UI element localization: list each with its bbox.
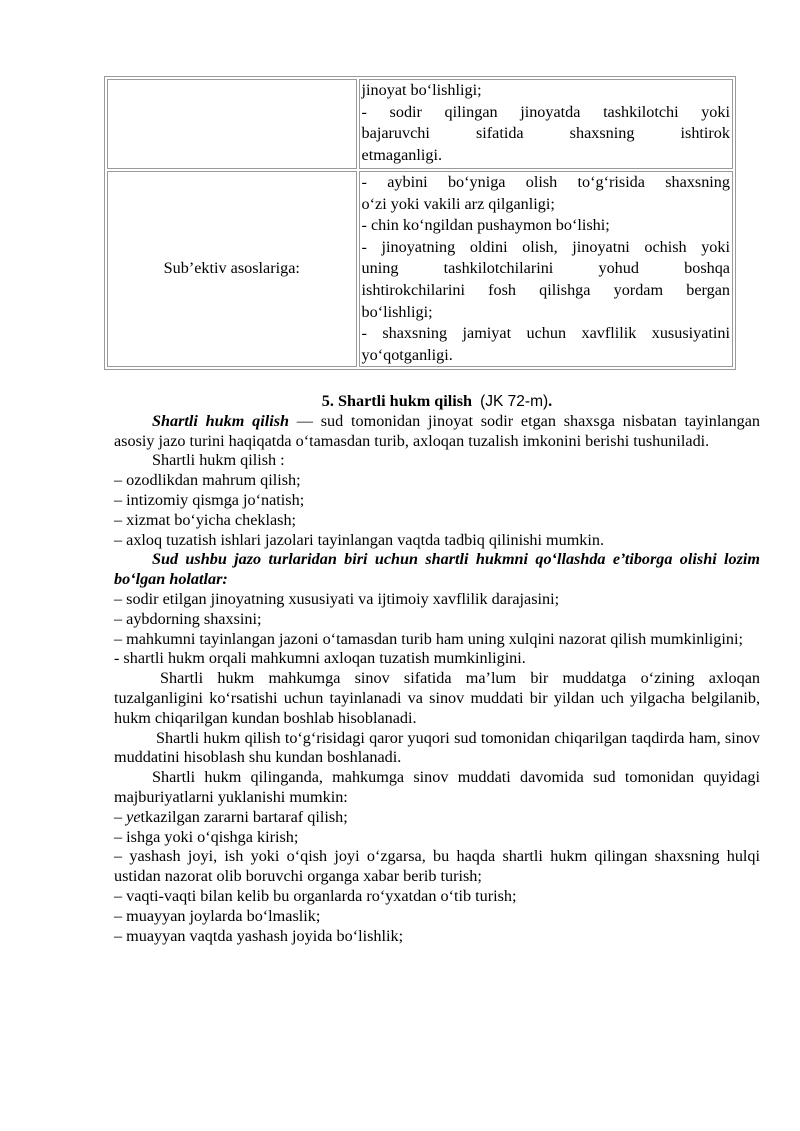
court-considerations-heading: Sud ushbu jazo turlaridan biri uchun shartli hukmni qo‘llashda e’tiborga olishi lozim bo‘lgan holatlar: — [114, 550, 760, 589]
cell-line: jinoyat bo‘lishligi; — [361, 81, 482, 99]
probation-paragraph: Shartli hukm mahkumga sinov sifatida ma’lum bir muddatga o‘zining axloqan tuzalganligini ko‘rsatishi uchun tayinlanadi va sinov muddati bir yildan uch yilgacha belgilanib, hukm chiqarilgan kundan boshlab hisoblanadi. — [114, 669, 760, 727]
section-heading — [114, 392, 760, 412]
cell-line: o‘zi yoki vakili arz qilganligi; — [361, 194, 555, 213]
list-item: – intizomiy qismga jo‘natish; — [114, 490, 305, 509]
heading-period: . — [548, 392, 553, 410]
list-item: – ishga yoki o‘qishga kirish; — [114, 827, 299, 846]
list-item: – yashash joyi, ish yoki o‘qish joyi o‘zgarsa, bu haqda shartli hukm qilingan shaxsning hulqi ustidan nazorat olib boruvchi organga xabar berib turish; — [114, 847, 760, 886]
higher-court-paragraph: Shartli hukm qilish to‘g‘risidagi qaror yuqori sud tomonidan chiqarilgan taqdirda ham, sinov muddatini hisoblash shu kundan boshlanadi. — [114, 728, 760, 767]
definition-paragraph — [114, 412, 760, 452]
list-item: - shartli hukm orqali mahkumni axloqan tuzatish mumkinligini. — [114, 649, 526, 668]
list-item-rest: tkazilgan zararni bartaraf qilish; — [140, 807, 348, 826]
cell-line: ishtirokchilarini fosh qilishga yordam bergan — [361, 280, 730, 299]
table-cell-objective-continued — [359, 79, 733, 169]
list-item: – muayyan vaqtda yashash joyida bo‘lishlik; — [114, 926, 404, 945]
cell-line: - jinoyatning oldini olish, jinoyatni ochish yoki — [361, 237, 730, 256]
cell-line: - chin ko‘ngildan pushaymon bo‘lishi; — [361, 216, 610, 235]
cell-line: - shaxsning jamiyat uchun xavflilik xususiyatini — [361, 324, 730, 343]
list-item: – mahkumni tayinlangan jazoni o‘tamasdan turib ham uning xulqini nazorat qilish mumkinligini; — [114, 629, 743, 648]
list-item-italic-start: ye — [126, 807, 141, 826]
list-item: – vaqti-vaqti bilan kelib bu organlarda ro‘yxatdan o‘tib turish; — [114, 886, 517, 905]
cell-line: bajaruvchi sifatida shaxsning ishtirok — [361, 124, 730, 143]
table-row — [107, 79, 733, 169]
list-item: – xizmat bo‘yicha cheklash; — [114, 510, 297, 529]
section-title: 5. Shartli hukm qilish — [321, 392, 473, 410]
table-cell-subjective-grounds — [359, 171, 733, 367]
defined-term: Shartli hukm qilish — [152, 411, 290, 430]
list-item: – aybdorning shaxsini; — [114, 609, 262, 628]
cell-line: uning tashkilotchilarini yohud boshqa — [361, 259, 730, 278]
list-item: – axloq tuzatish ishlari jazolari tayinlangan vaqtda tadbiq qilinishi mumkin. — [114, 530, 605, 549]
cell-line: - sodir qilingan jinoyatda tashkilotchi yoki — [361, 102, 730, 121]
cell-line: bo‘lishligi; — [361, 302, 433, 321]
cell-line: - aybini bo‘yniga olish to‘g‘risida shaxsning — [361, 173, 730, 191]
criteria-table — [104, 76, 736, 370]
cell-line: etmaganligi. — [361, 145, 443, 164]
document-body — [114, 392, 760, 946]
list-item: – muayyan joylarda bo‘lmaslik; — [114, 906, 321, 925]
list-item: – ozodlikdan mahrum qilish; — [114, 471, 301, 490]
list-item — [114, 808, 760, 828]
table-cell-subjective-label — [107, 171, 357, 367]
obligations-intro: Shartli hukm qilinganda, mahkumga sinov muddati davomida sud tomonidan quyidagi majburiyatlarni yuklanishi mumkin: — [114, 768, 760, 806]
cell-line: yo‘qotganligi. — [361, 345, 453, 364]
table-cell-empty — [107, 79, 357, 169]
list-item: – sodir etilgan jinoyatning xususiyati va ijtimoiy xavflilik darajasini; — [114, 589, 560, 608]
list-dash: – — [114, 807, 127, 826]
law-reference: (JK 72-m) — [480, 393, 549, 410]
subjective-grounds-label: Sub’ektiv asoslariga: — [163, 259, 300, 278]
list-intro: Shartli hukm qilish : — [152, 451, 285, 470]
definition-text: — sud tomonidan jinoyat sodir etgan shaxsga nisbatan tayinlangan asosiy jazo turini haqiqatda o‘tamasdan turib, axloqan tuzalish imkonini berishi tushuniladi. — [114, 411, 760, 450]
table-row — [107, 171, 733, 367]
